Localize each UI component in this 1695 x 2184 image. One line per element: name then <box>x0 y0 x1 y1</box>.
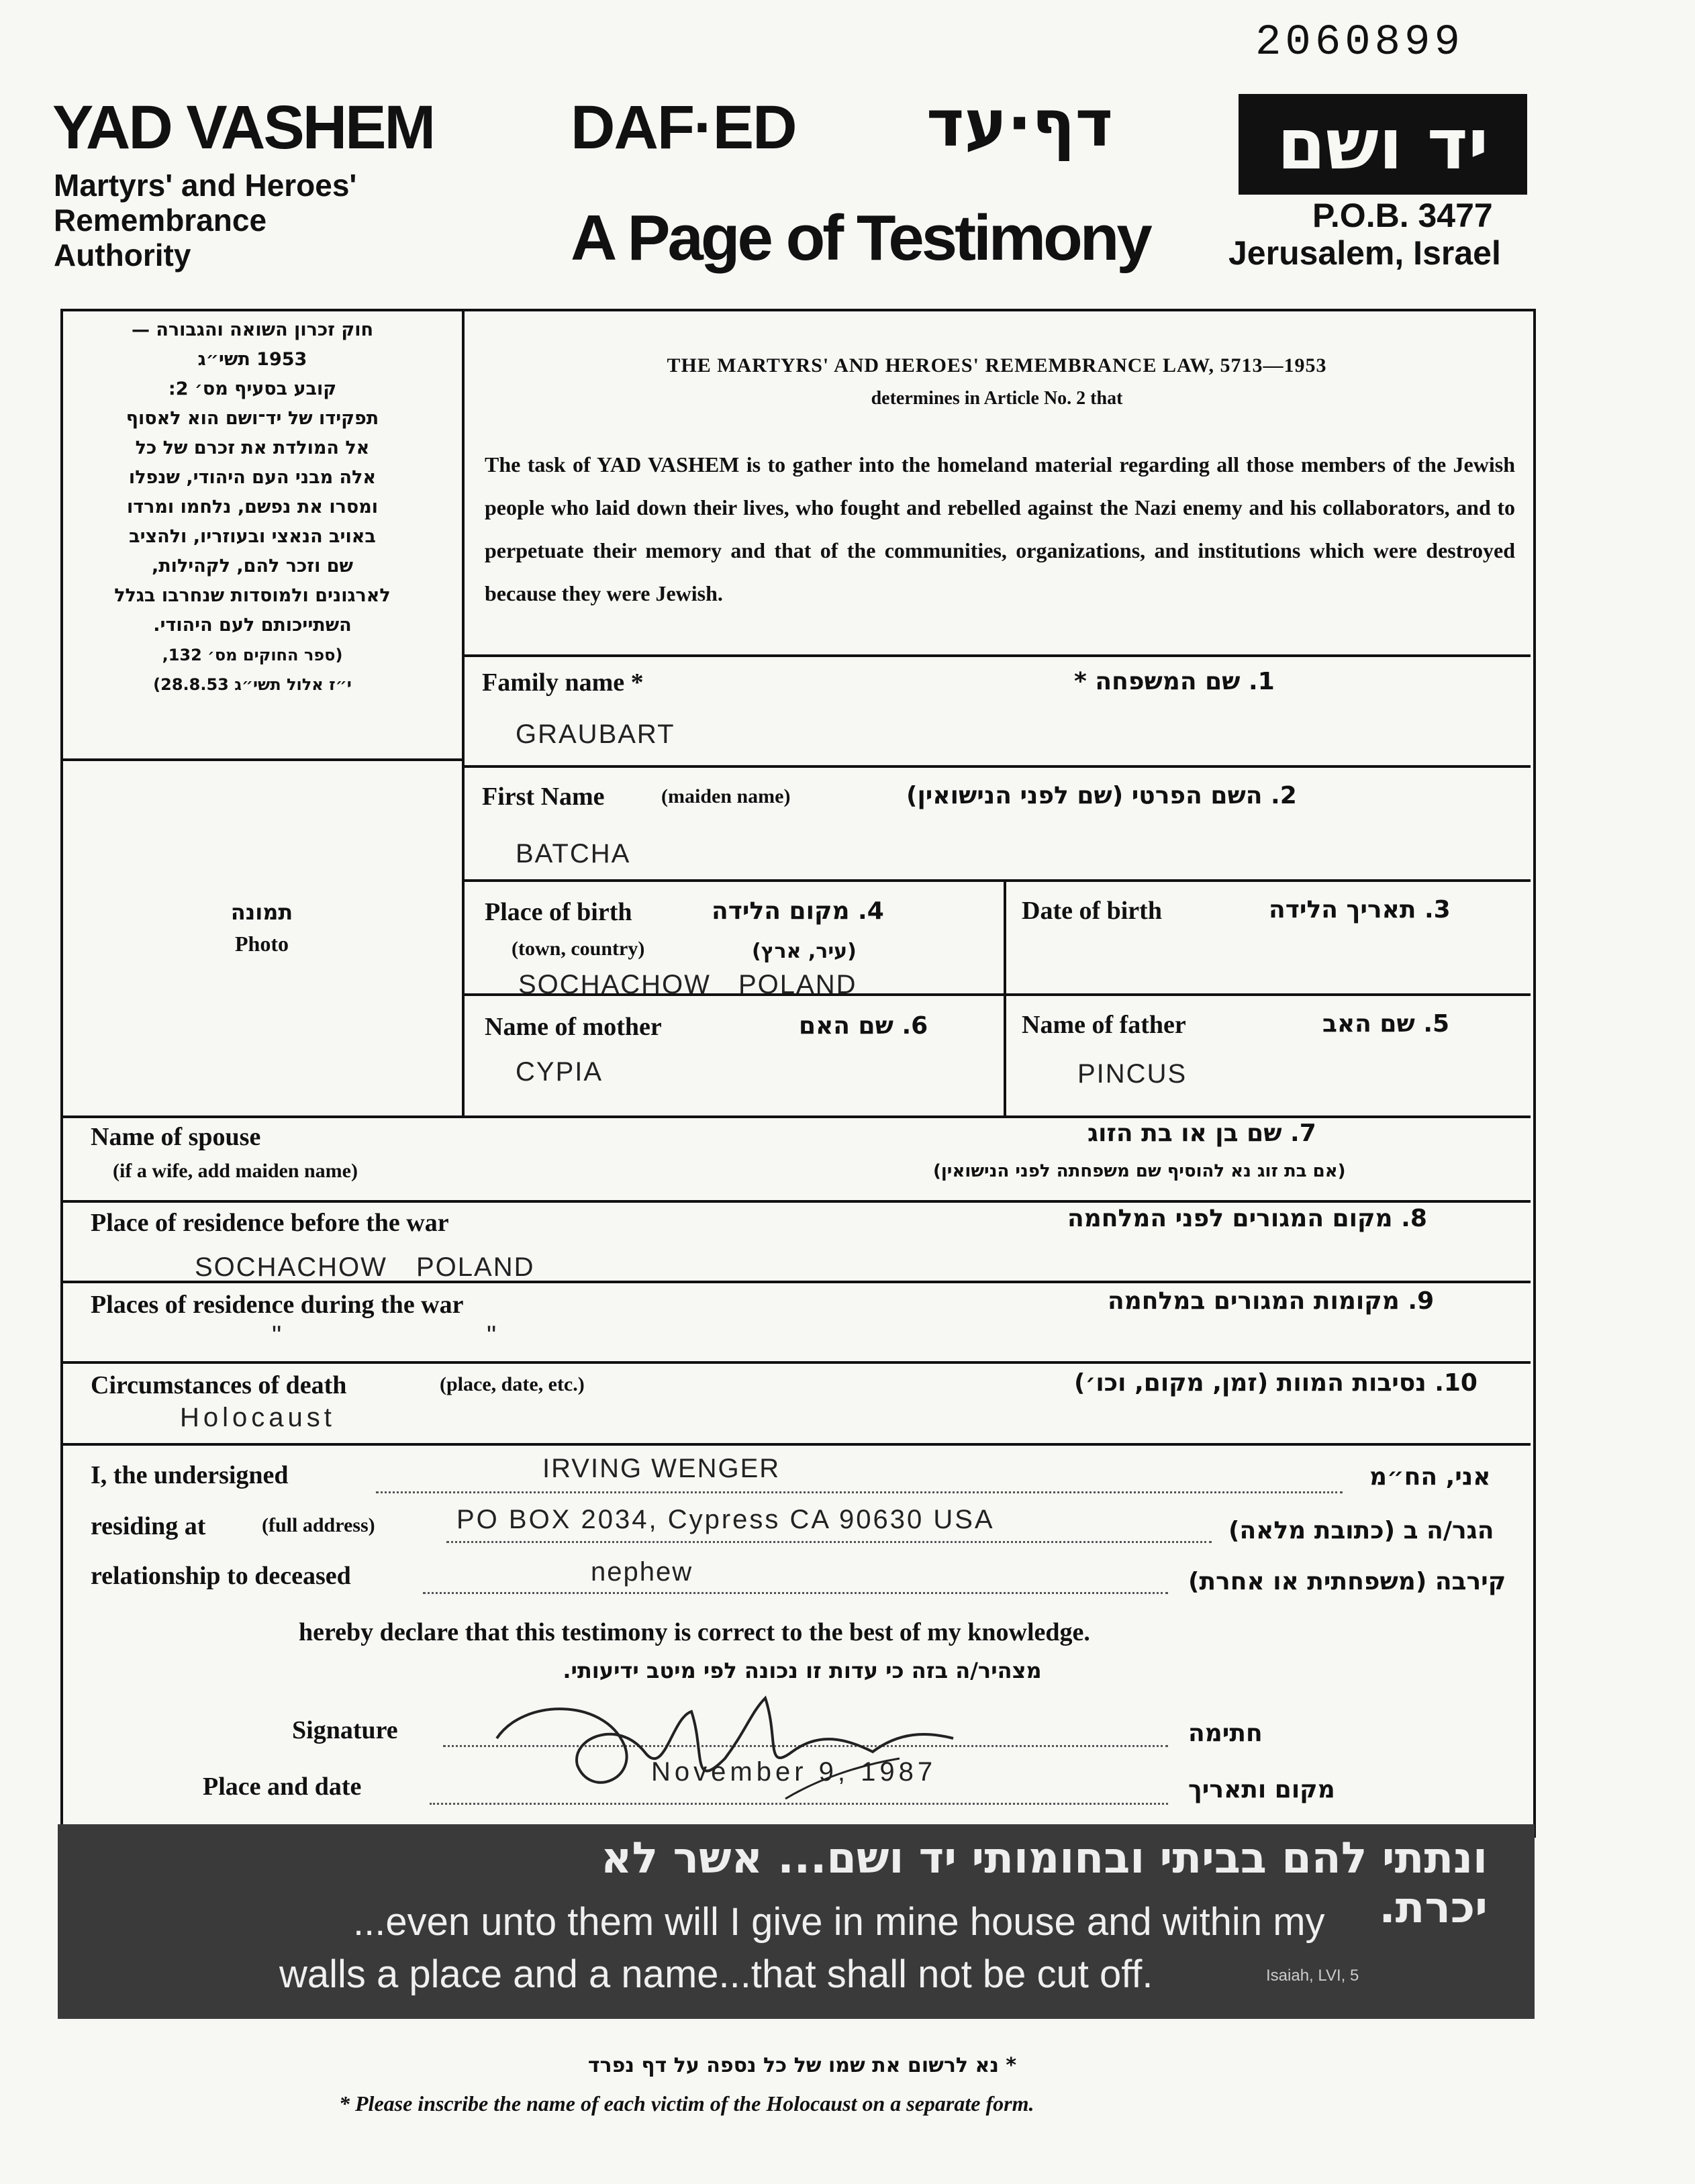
org-subtitle-3: Authority <box>54 238 191 272</box>
hebrew-law-line: י״ז אלול תשי״ג 28.8.53) <box>153 675 352 694</box>
place-of-birth-country[interactable]: POLAND <box>738 970 857 999</box>
first-name-value[interactable]: BATCHA <box>516 839 631 868</box>
photo-label: Photo <box>235 932 289 956</box>
document-number: 2060899 <box>1255 19 1464 67</box>
org-subtitle-1: Martyrs' and Heroes' <box>54 168 357 203</box>
mother-name-label-hebrew: 6. שם האם <box>799 1012 928 1040</box>
scripture-banner <box>58 1824 1535 2019</box>
undersigned-value[interactable]: IRVING WENGER <box>542 1454 781 1483</box>
circumstances-of-death-label-hebrew: 10. נסיבות המוות (זמן, מקום, וכו׳) <box>1074 1369 1478 1397</box>
hebrew-law-line: קובע בסעיף מס׳ 2: <box>168 379 337 399</box>
place-of-birth-sub: (town, country) <box>512 938 645 960</box>
father-name-label: Name of father <box>1022 1011 1186 1039</box>
first-name-sub: (maiden name) <box>661 785 791 807</box>
declaration-statement-hebrew: מצהיר/ה בזה כי עדות זו נכונה לפי מיטב ידיעותי. <box>563 1658 1042 1683</box>
spouse-label: Name of spouse <box>91 1123 261 1151</box>
residence-during-war-ditto[interactable]: " <box>487 1321 498 1350</box>
org-subtitle-2: Remembrance <box>54 203 267 238</box>
signature-scribble[interactable] <box>470 1658 1007 1819</box>
residence-before-war-country[interactable]: POLAND <box>416 1252 535 1282</box>
residence-during-war-ditto[interactable]: " <box>272 1321 283 1350</box>
undersigned-line <box>376 1491 1343 1493</box>
residence-during-war-label-hebrew: 9. מקומות המגורים במלחמה <box>1108 1287 1435 1315</box>
footer-hebrew: * נא לרשום את שמו של כל נספה על דף נפרד <box>587 2054 1017 2077</box>
residing-label: residing at <box>91 1512 206 1540</box>
hebrew-law-line: אל המולדת את זכרם של כל <box>135 438 370 458</box>
hebrew-law-line: תפקידו של יד־ושם הוא לאסוף <box>126 408 379 429</box>
relationship-line <box>423 1592 1168 1594</box>
place-date-label-hebrew: מקום ותאריך <box>1188 1776 1335 1803</box>
hebrew-law-line: אלה מבני העם היהודי, שנפלו <box>128 467 377 488</box>
place-date-value[interactable]: November 9, 1987 <box>651 1757 937 1787</box>
mother-name-value[interactable]: CYPIA <box>516 1057 603 1087</box>
row-divider <box>63 1443 1531 1446</box>
circumstances-of-death-sub: (place, date, etc.) <box>440 1373 585 1395</box>
hebrew-law-box <box>64 315 440 699</box>
signature-label: Signature <box>292 1716 398 1744</box>
undersigned-label: I, the undersigned <box>91 1461 289 1489</box>
hebrew-law-line: שם וזכר להם, לקהילות, <box>151 556 354 577</box>
hebrew-law-line: לארגונים ולמוסדות שנחרבו בגלל <box>114 585 391 606</box>
declaration-statement: hereby declare that this testimony is correct to the best of my knowledge. <box>299 1618 1090 1646</box>
page-title: A Page of Testimony <box>571 202 1150 274</box>
hebrew-law-line: באויב הנאצי ובעוזריו, ולהציב <box>129 526 376 547</box>
row-divider <box>463 879 1531 882</box>
residence-before-war-town[interactable]: SOCHACHOW <box>195 1252 387 1282</box>
place-of-birth-label: Place of birth <box>485 898 632 926</box>
law-body: The task of YAD VASHEM is to gather into the homeland material regarding all those members of the Jewish people who laid down their lives, who fought and rebelled against the Nazi enemy and his collaborators, and to perpetuate their memory and that of the communities, organizations, and institutions which were destroyed because they were Jewish. <box>485 452 1515 605</box>
daf-ed-hebrew: דף·עד <box>926 86 1114 161</box>
left-column-divider <box>63 758 463 761</box>
yad-vashem-logo <box>1239 94 1527 195</box>
logo-hebrew-text: יד ושם <box>1277 103 1489 185</box>
first-name-label: First Name <box>482 783 605 811</box>
banner-citation: Isaiah, LVI, 5 <box>1266 1967 1359 1985</box>
residing-sub: (full address) <box>262 1514 375 1536</box>
date-of-birth-label: Date of birth <box>1022 897 1162 925</box>
father-name-label-hebrew: 5. שם האב <box>1322 1010 1450 1038</box>
residence-before-war-label: Place of residence before the war <box>91 1209 449 1237</box>
org-name: YAD VASHEM <box>52 93 434 162</box>
residing-label-hebrew: הגר/ה ב (כתובת מלאה) <box>1228 1517 1494 1544</box>
law-subtitle: determines in Article No. 2 that <box>871 388 1123 409</box>
banner-line-1: ...even unto them will I give in mine house and within my <box>353 1900 1325 1944</box>
circumstances-of-death-label: Circumstances of death <box>91 1371 347 1399</box>
residence-during-war-label: Places of residence during the war <box>91 1291 464 1319</box>
family-name-label-hebrew: 1. שם המשפחה * <box>1074 668 1275 695</box>
hebrew-law-line: (ספר החוקים מס׳ 132, <box>162 646 343 664</box>
hebrew-law-line: השתייכותם לעם היהודי. <box>153 615 352 636</box>
row-divider <box>63 1115 1531 1118</box>
city: Jerusalem, Israel <box>1228 234 1501 272</box>
signature-label-hebrew: חתימה <box>1188 1720 1263 1747</box>
spouse-label-hebrew: 7. שם בן או בת הזוג <box>1087 1120 1316 1147</box>
place-of-birth-sub-hebrew: (עיר, ארץ) <box>752 940 857 963</box>
hebrew-law-line: 1953 תשי״ג <box>197 349 307 370</box>
hebrew-law-line: ומסרו את נפשם, נלחמו ומרדו <box>126 497 379 517</box>
mother-name-label: Name of mother <box>485 1013 662 1041</box>
relationship-label-hebrew: קירבה (משפחתית או אחרת) <box>1188 1568 1506 1595</box>
place-date-label: Place and date <box>203 1773 362 1801</box>
law-title: THE MARTYRS' AND HEROES' REMEMBRANCE LAW, 5713—1953 <box>667 354 1327 377</box>
first-name-label-hebrew: 2. השם הפרטי (שם לפני הנישואין) <box>906 782 1297 809</box>
place-date-line <box>430 1803 1168 1805</box>
place-of-birth-town[interactable]: SOCHACHOW <box>518 970 711 999</box>
date-of-birth-label-hebrew: 3. תאריך הלידה <box>1269 896 1451 924</box>
row-divider <box>63 1200 1531 1203</box>
relationship-value[interactable]: nephew <box>591 1557 693 1587</box>
col-divider-3-4 <box>1004 879 1006 1118</box>
daf-ed-label: DAF·ED <box>571 93 796 162</box>
spouse-sub: (if a wife, add maiden name) <box>113 1160 358 1182</box>
row-divider <box>463 654 1531 657</box>
place-of-birth-label-hebrew: 4. מקום הלידה <box>712 897 884 925</box>
footer-note: * Please inscribe the name of each victim of the Holocaust on a separate form. <box>339 2091 1034 2116</box>
family-name-value[interactable]: GRAUBART <box>516 719 675 749</box>
pob: P.O.B. 3477 <box>1312 197 1493 234</box>
row-divider <box>463 765 1531 768</box>
residing-line <box>446 1541 1212 1543</box>
hebrew-law-line: חוק זכרון השואה והגבורה — <box>131 319 374 340</box>
photo-label-hebrew: תמונה <box>230 899 293 925</box>
circumstances-of-death-value[interactable]: Holocaust <box>180 1403 336 1432</box>
relationship-label: relationship to deceased <box>91 1562 351 1590</box>
father-name-value[interactable]: PINCUS <box>1077 1059 1188 1089</box>
column-separator <box>462 309 465 1118</box>
spouse-sub-hebrew: (אם בת זוג נא להוסיף שם משפחתה לפני הנישואין) <box>933 1161 1346 1181</box>
family-name-label: Family name * <box>482 668 644 697</box>
row-divider <box>63 1361 1531 1364</box>
residing-value[interactable]: PO BOX 2034, Cypress CA 90630 USA <box>456 1505 995 1534</box>
banner-line-2: walls a place and a name...that shall not be cut off. <box>279 1952 1153 1996</box>
undersigned-label-hebrew: אני, הח״מ <box>1369 1463 1491 1491</box>
banner-hebrew: ונתתי להם בביתי ובחומותי יד ושם... אשר לא יכרת. <box>600 1834 1488 1933</box>
residence-before-war-label-hebrew: 8. מקום המגורים לפני המלחמה <box>1067 1205 1427 1232</box>
